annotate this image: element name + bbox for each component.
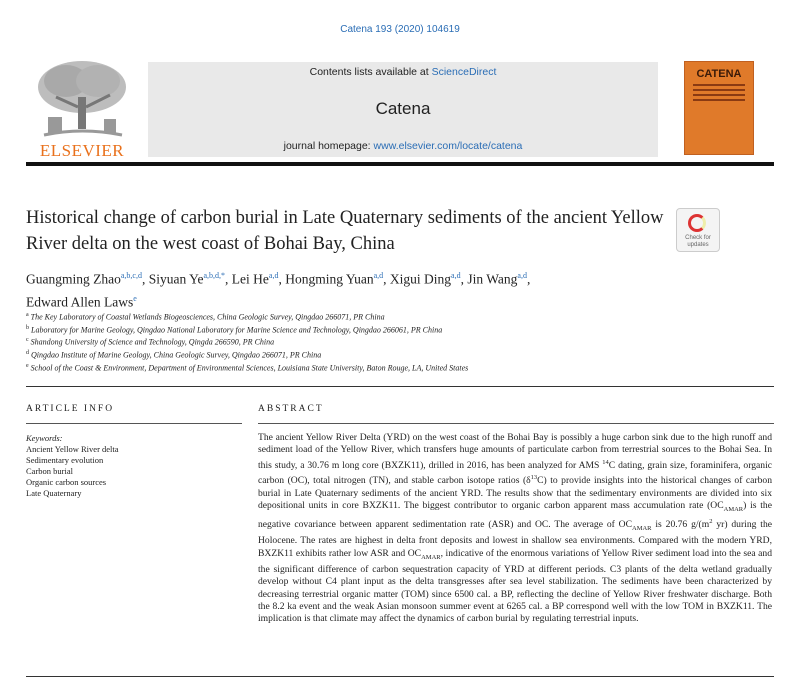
cover-title: CATENA xyxy=(696,68,742,80)
keyword-item[interactable]: Late Quaternary xyxy=(26,488,82,498)
article-info-heading: ARTICLE INFO xyxy=(26,404,115,414)
keyword-list xyxy=(26,444,119,499)
abstract-rule xyxy=(258,423,774,424)
contents-line xyxy=(148,66,658,78)
author-affil-marks[interactable]: e xyxy=(133,293,137,303)
author-affil-marks[interactable]: a,d xyxy=(451,271,461,280)
elsevier-logo[interactable] xyxy=(26,57,138,161)
header-divider xyxy=(26,162,774,166)
journal-header xyxy=(26,57,774,162)
author-name[interactable]: Hongming Yuan xyxy=(285,271,374,287)
keyword-item[interactable]: Organic carbon sources xyxy=(26,477,107,487)
author-affil-marks[interactable]: a,b,d,* xyxy=(203,271,226,280)
journal-cover-image[interactable] xyxy=(684,61,754,155)
homepage-prefix: journal homepage: xyxy=(283,140,374,152)
author-list: Guangming Zhao$^{a,b,c,d}$, Siyuan $Ye^{a,b,d,*}$, Lei He$^{a,d}$, Hongming Yuan$^{a,d}$, Xigui Ding$^{a,d}$, Jin Wang$^{a,d}$, Edward Allen Laws$^e$ xyxy=(26,271,531,309)
affiliation-item: $^a$ The Key Laboratory of Coastal Wetlands Biogeosciences, China Geologic Survey, Qingdao 266071, PR China xyxy=(26,312,385,322)
sciencedirect-link[interactable]: ScienceDirect xyxy=(431,66,497,78)
author-affil-marks[interactable]: a,d xyxy=(268,271,279,280)
homepage-link[interactable]: www.elsevier.com/locate/catena xyxy=(373,140,523,152)
article-info-rule xyxy=(26,423,242,424)
check-updates-icon xyxy=(688,214,706,232)
tree-logo-icon xyxy=(26,57,138,139)
author-affil-marks[interactable]: a,b,c,d xyxy=(120,271,142,280)
homepage-line xyxy=(148,140,658,152)
elsevier-wordmark: ELSEVIER xyxy=(39,141,125,160)
keywords-label: Keywords: xyxy=(26,433,63,443)
keyword-item[interactable]: Carbon burial xyxy=(26,466,73,476)
affiliation-item: $^e$ School of the Coast & Environment, Department of Environmental Sciences, Louisiana State University, Baton Rouge, LA, United States xyxy=(26,362,469,373)
check-updates-label: Check for updates xyxy=(685,235,711,248)
journal-name: Catena xyxy=(375,99,431,118)
abstract-text: The ancient Yellow River Delta (YRD) on the west coast of the Bohai Bay is possibly a huge carbon sink due to the high runoff and sediment load of the Yellow River, which transfers huge amounts of particulate carbon from terrestrial sources to the Bohai Sea. In this study, a 30.76 m long core (BXZK11), drilled in 2016, has been analyzed for AMS $^{14}$C dating, grain size, foraminifera, organic carbon (OC), total nitrogen (TN), and stable carbon isotope ratios $(\delta^{13}C)$ to provide insights into the historical changes of carbon burial in Late Quaternary sediments of the ancient YRD. The results show that the sedimentary environments are divided into six depositional units in core BXZK11. The biggest contributor to organic carbon apparent mass accumulation rate $(OC_{AMAR})$ is the negative covariance between apparent sedimentation rate (ASR) and OC. The average of $OC_{AMAR}$ is 20.76 $g/(m^2$ yr) during the Holocene. The rates are highest in delta front deposits and lowest in shallow sea environments. Compared with the modern YRD, BXZK11 exhibits rather low ASR and $OC_{AMAR}$, indicative of the enormous variations of Yellow River sediment load into the sea and the significant difference of carbon sequestration capacity of YRD at different periods. C3 plants of the delta wetland gradually develop without C4 plant input as the delta transgresses after sea level stabilization. The sediments have been characterized by decreasing terrestrial organic matter (TOM) since 6500 cal. a BP, reflecting the decline of Yellow River freshwater discharge. Both the 8.2 ka event and the weak Asian monsoon summer event at 6265 cal. a BP correspond well with the low TOM in BXZK11. The implication is that climate may affect the dynamics of carbon burial by regulating terrestrial inputs. xyxy=(258,432,773,625)
journal-banner xyxy=(148,62,658,157)
journal-citation[interactable]: Catena 193 (2020) 104619 xyxy=(340,24,460,35)
author-affil-marks[interactable]: a,d xyxy=(373,271,384,280)
affiliation-item: $^b$ Laboratory for Marine Geology, Qingdao National Laboratory for Marine Science and Technology, Qingdao 266061, PR China xyxy=(26,324,443,335)
affiliation-item: $^c$ Shandong University of Science and Technology, Qingda 266590, PR China xyxy=(26,337,275,347)
affiliation-list xyxy=(26,310,766,373)
author-name[interactable]: Lei He xyxy=(231,271,269,287)
check-for-updates-button[interactable] xyxy=(676,208,720,252)
affiliation-item: $^d$ Qingdao Institute of Marine Geology, China Geologic Survey, Qingdao 266071, PR China xyxy=(26,349,322,360)
contents-prefix: Contents lists available at xyxy=(309,66,432,78)
author-name[interactable]: Xigui Ding xyxy=(389,271,452,287)
abstract-heading: ABSTRACT xyxy=(258,404,324,414)
keyword-item[interactable]: Sedimentary evolution xyxy=(26,455,104,465)
author-name[interactable]: Edward Allen Laws xyxy=(26,294,134,309)
keyword-item[interactable]: Ancient Yellow River delta xyxy=(26,444,119,454)
author-name[interactable]: Jin Wang xyxy=(467,271,518,287)
section-divider xyxy=(26,386,774,387)
author-name[interactable]: Siyuan Ye xyxy=(148,271,204,287)
cover-text-lines xyxy=(693,84,745,104)
bottom-divider xyxy=(26,676,774,677)
author-affil-marks[interactable]: a,d xyxy=(517,271,527,280)
author-name[interactable]: Guangming Zhao xyxy=(26,271,121,287)
article-title: Historical change of carbon burial in Late Quaternary sediments of the ancient Yellow River delta on the west coast of Bohai Bay, China xyxy=(26,208,664,254)
